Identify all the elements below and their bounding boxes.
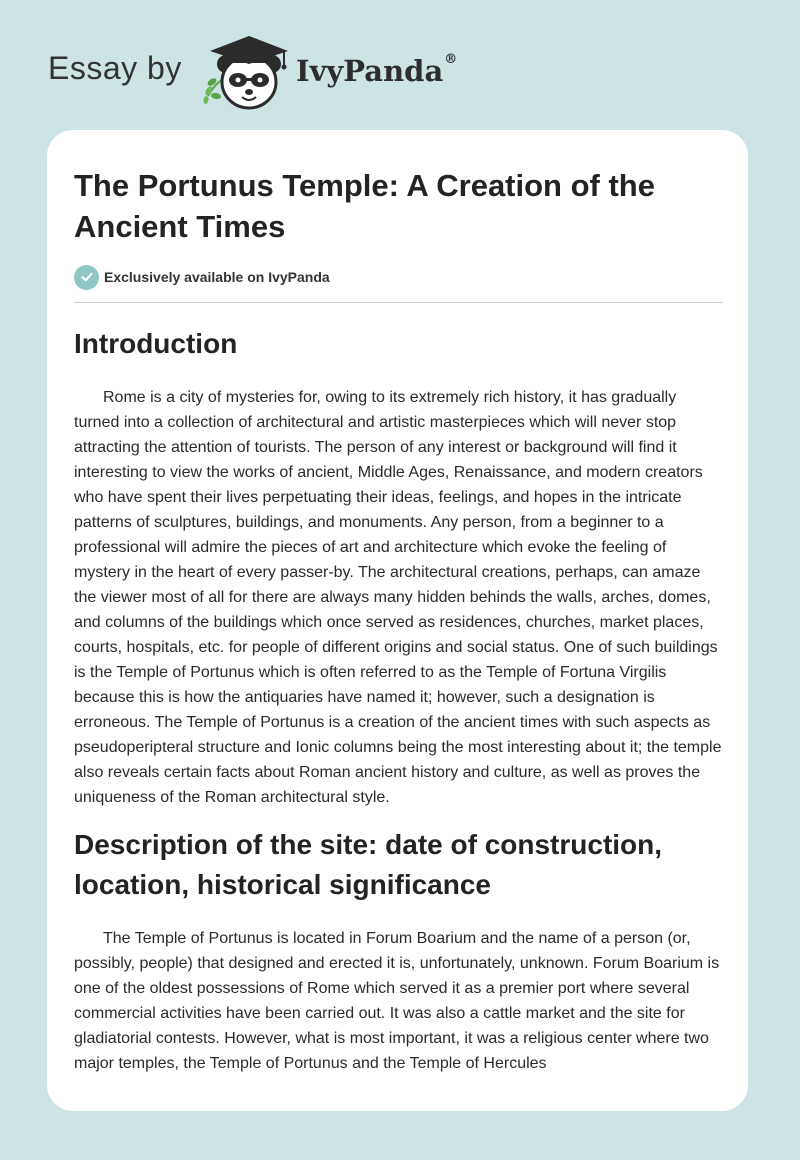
essay-title: The Portunus Temple: A Creation of the Ancient Times — [74, 168, 655, 244]
check-circle-icon — [74, 265, 99, 290]
section-heading-introduction: Introduction — [74, 328, 238, 359]
brand-name[interactable]: IvyPanda® — [296, 52, 458, 88]
section-paragraph-introduction: Rome is a city of mysteries for, owing to its extremely rich history, it has gradually turned into a collection of architectural and artistic masterpieces which will never stop attracting the attention of tourists. The person of any interest or background will find it interesting to view the works of ancient, Middle Ages, Renaissance, and modern creators who have spent their lives perpetuating their ideas, feelings, and hopes in the intricate patterns of sculptures, buildings, and monuments. Any person, from a beginner to a professional will admire the pieces of art and architecture which evoke the feeling of mystery in the heart of every passer-by. The architectural creations, perhaps, can amaze the viewer most of all for there are always many hidden behinds the walls, arches, domes, and columns of the buildings which once served as residences, churches, market places, courts, hospitals, etc. for people of different origins and social status. One of such buildings is the Temple of Portunus which is often referred to as the Temple of Fortuna Virgilis because this is how the antiquaries have named it; however, such a designation is erroneous. The Temple of Portunus is a creation of the ancient times with such aspects as pseudoperipteral structure and Ionic columns being the most interesting about it; the temple also reveals certain facts about Roman ancient history and culture, as well as proves the uniqueness of the Roman architectural style. — [74, 389, 722, 806]
section-heading-description: Description of the site: date of construction, location, historical significance — [74, 829, 663, 900]
panda-graduate-icon[interactable] — [200, 34, 296, 114]
brand-prefix: Essay by — [48, 50, 182, 86]
exclusive-badge-label: Exclusively available on IvyPanda — [104, 269, 330, 285]
site-header — [0, 0, 800, 130]
divider — [74, 302, 723, 303]
essay-card — [47, 130, 748, 1111]
exclusive-badge — [74, 264, 330, 290]
section-paragraph-description: The Temple of Portunus is located in Forum Boarium and the name of a person (or, possibly, people) that designed and erected it is, unfortunately, unknown. Forum Boarium is one of the oldest possessions of Rome which served it as a premier port where several commercial activities have been carried out. It was also a cattle market and the site for gladiatorial contests. However, what is most important, it was a religious center where two major temples, the Temple of Portunus and the Temple of Hercules — [74, 930, 720, 1072]
